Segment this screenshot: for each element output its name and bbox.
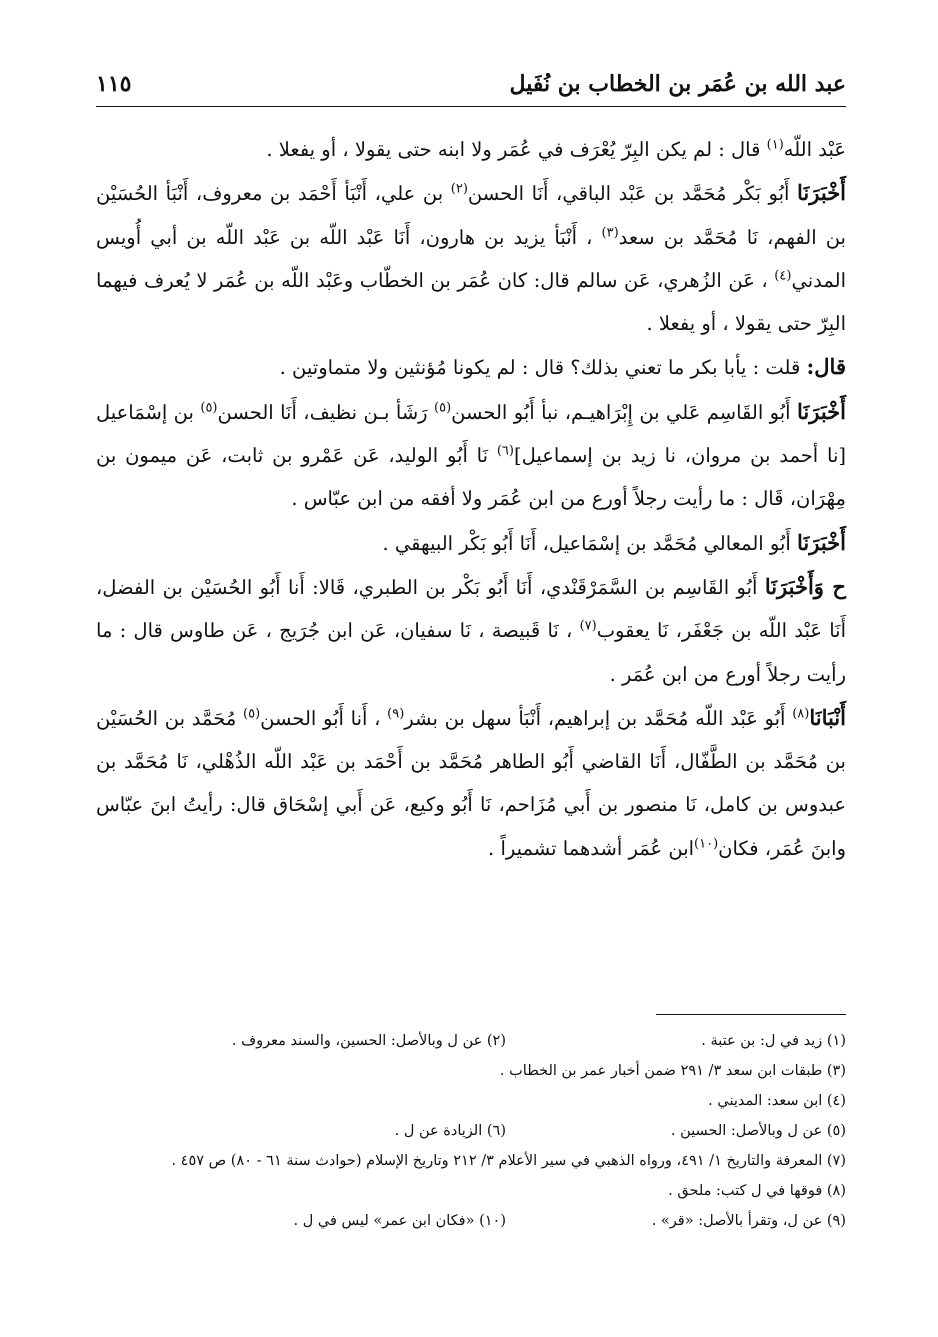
footnote-1: (١) زيد في ل: بن عتبة . xyxy=(701,1033,846,1049)
footnote-row xyxy=(96,1146,846,1176)
footnote-ref: (٤) xyxy=(774,268,792,284)
page-number: ١١٥ xyxy=(96,71,132,97)
footnote-ref: (٩) xyxy=(387,706,405,722)
paragraph-3 xyxy=(96,345,846,389)
lead-word: أَخْبَرَنَا xyxy=(797,529,846,555)
footnote-divider xyxy=(656,1014,846,1015)
text-run: ، نَا قَبيصة ، نَا سفيان، عَن ابن جُرَيج ، عَن طاوس قال : ما رأيت رجلاً أورع من ابن عُمَر . xyxy=(96,619,846,686)
footnote-row xyxy=(96,1116,846,1146)
text-run: أَبُو القَاسِم بن السَّمَرْقَنْدي، أَنَا أَبُو بَكْر بن الطبري، قَالا: أَنا أَبُو الحُسَيْن بن الفضل، أَنَا عَبْد اللّه بن جَعْفَر، نَا يعقوب xyxy=(96,575,846,643)
footnote-ref: (٥) xyxy=(243,706,261,722)
paragraph-1 xyxy=(96,128,846,171)
footnote-ref: (٧) xyxy=(579,618,597,634)
text-run: أَبُو بَكْر مُحَمَّد بن عَبْد الباقي، أَنَا الحسن xyxy=(467,182,798,206)
footnote-row xyxy=(96,1056,846,1086)
lead-word: قال: xyxy=(806,354,846,380)
paragraph-4 xyxy=(96,390,846,521)
text-run: ، أَنا أَبُو الحسن xyxy=(260,706,388,730)
paragraph-6 xyxy=(96,565,846,696)
paragraph-7 xyxy=(96,696,846,870)
text-run: نَا أَبُو الوليد، عَن عَمْرو بن ثابت، عَن ميمون بن مِهْرَان، قَال : ما رأيت رجلاً أورع من ابن عُمَر ولا أفقه من ابن عبّاس . xyxy=(96,444,846,511)
text-run: قلت : يأبا بكر ما تعني بذلك؟ قال : لم يكونا مُؤنثين ولا متماوتين . xyxy=(279,356,807,380)
text-run: أَبُو عَبْد اللّه مُحَمَّد بن إبراهيم، أَنْبَأ سهل بن بشر xyxy=(404,706,793,730)
footnote-ref: (٦) xyxy=(496,443,514,459)
footnote-ref: (٥) xyxy=(200,400,218,416)
text-run: عَبْد اللّه xyxy=(783,138,846,161)
footnote-5: (٥) عن ل وبالأصل: الحسين . xyxy=(670,1123,846,1139)
footnote-ref: (٢) xyxy=(450,181,468,197)
header-title: عبد الله بن عُمَر بن الخطاب بن نُفَيل xyxy=(509,71,846,97)
footnote-9: (٩) عن ل، وتقرأ بالأصل: «قر» . xyxy=(651,1213,846,1229)
lead-word: أَخْبَرَنَا xyxy=(797,398,846,424)
paragraph-5 xyxy=(96,521,846,565)
footnote-ref: (٨) xyxy=(792,706,810,722)
lead-word: أَخْبَرَنَا xyxy=(797,180,847,206)
text-run: مُحَمَّد بن الحُسَيْن بن مُحَمَّد بن الطَّفّال، أَنَا القاضي أَبُو الطاهر مُحَمَّد بن أَحْمَد بن عَبْد اللّه الذُهْلي، نَا مُحَمَّد بن عبدوس بن كامل، نَا منصور بن أَبي مُزَاحم، نَا أَبُو وكيع، عَن أَبي إسْحَاق قال: رأيتُ ابنَ عبّاس وابنَ عُمَر، فكان xyxy=(96,706,846,860)
text-run: بن إسْمَاعيل [نا أحمد بن مروان، نا زيد بن إسماعيل] xyxy=(96,400,846,468)
footnotes xyxy=(96,1026,846,1236)
text-run: ابن عُمَر أشدهما تشميراً . xyxy=(488,836,695,860)
footnote-ref: (١٠) xyxy=(694,836,719,852)
footnote-4: (٤) ابن سعد: المديني . xyxy=(708,1093,846,1109)
footnote-row xyxy=(96,1086,846,1116)
text-run: أَبُو المعالي مُحَمَّد بن إسْمَاعيل، أَنَا أَبُو بَكْر البيهقي . xyxy=(382,531,798,555)
text-run: بن علي، أَنْبَأ أَحْمَد بن معروف، أَنْبَأ الحُسَيْن بن الفهم، نَا مُحَمَّد بن سعد xyxy=(96,182,846,249)
footnote-row xyxy=(96,1176,846,1206)
footnote-row xyxy=(96,1206,846,1236)
footnote-10: (١٠) «فكان ابن عمر» ليس في ل . xyxy=(293,1213,506,1229)
footnote-6: (٦) الزيادة عن ل . xyxy=(394,1123,506,1139)
main-text xyxy=(96,128,846,870)
text-run: أَبُو القَاسِم عَلي بن إِبْرَاهيـم، نبأ أَبُو الحسن xyxy=(451,400,798,424)
footnote-ref: (٣) xyxy=(601,225,619,241)
paragraph-2 xyxy=(96,171,846,345)
running-header xyxy=(96,62,846,107)
lead-word: ح وَأَخْبَرَنَا xyxy=(764,573,846,599)
footnote-2: (٢) عن ل وبالأصل: الحسين، والسند معروف . xyxy=(231,1033,506,1049)
footnote-ref: (١) xyxy=(766,137,784,153)
text-run: ، عَن الزُهري، عَن سالم قال: كان عُمَر بن الخطّاب وعَبْد اللّه بن عُمَر لا يُعرف فيهما البِرّ حتى يقولا ، أو يفعلا . xyxy=(96,268,846,336)
footnote-row xyxy=(96,1026,846,1056)
footnote-8: (٨) فوقها في ل كتب: ملحق . xyxy=(668,1183,846,1199)
footnote-7: (٧) المعرفة والتاريخ ١/ ٤٩١، ورواه الذهبي في سير الأعلام ٣/ ٢١٢ وتاريخ الإسلام (حوادث سنة ٦١ - ٨٠) ص ٤٥٧ . xyxy=(171,1153,846,1169)
text-run: ، أَنْبَأ يزيد بن هارون، أَنَا عَبْد اللّه بن عَبْد اللّه بن أبي أُويس المدني xyxy=(96,225,846,292)
footnote-ref: (٥) xyxy=(434,400,452,416)
text-run: رَشَأ بـن نظيف، أَنَا الحسن xyxy=(217,400,435,424)
footnote-3: (٣) طبقات ابن سعد ٣/ ٢٩١ ضمن أخبار عمر بن الخطاب . xyxy=(499,1063,846,1079)
lead-word: أَنْبَانَا xyxy=(809,704,846,730)
text-run: قال : لم يكن البِرّ يُعْرَف في عُمَر ولا ابنه حتى يقولا ، أو يفعلا . xyxy=(266,138,767,161)
